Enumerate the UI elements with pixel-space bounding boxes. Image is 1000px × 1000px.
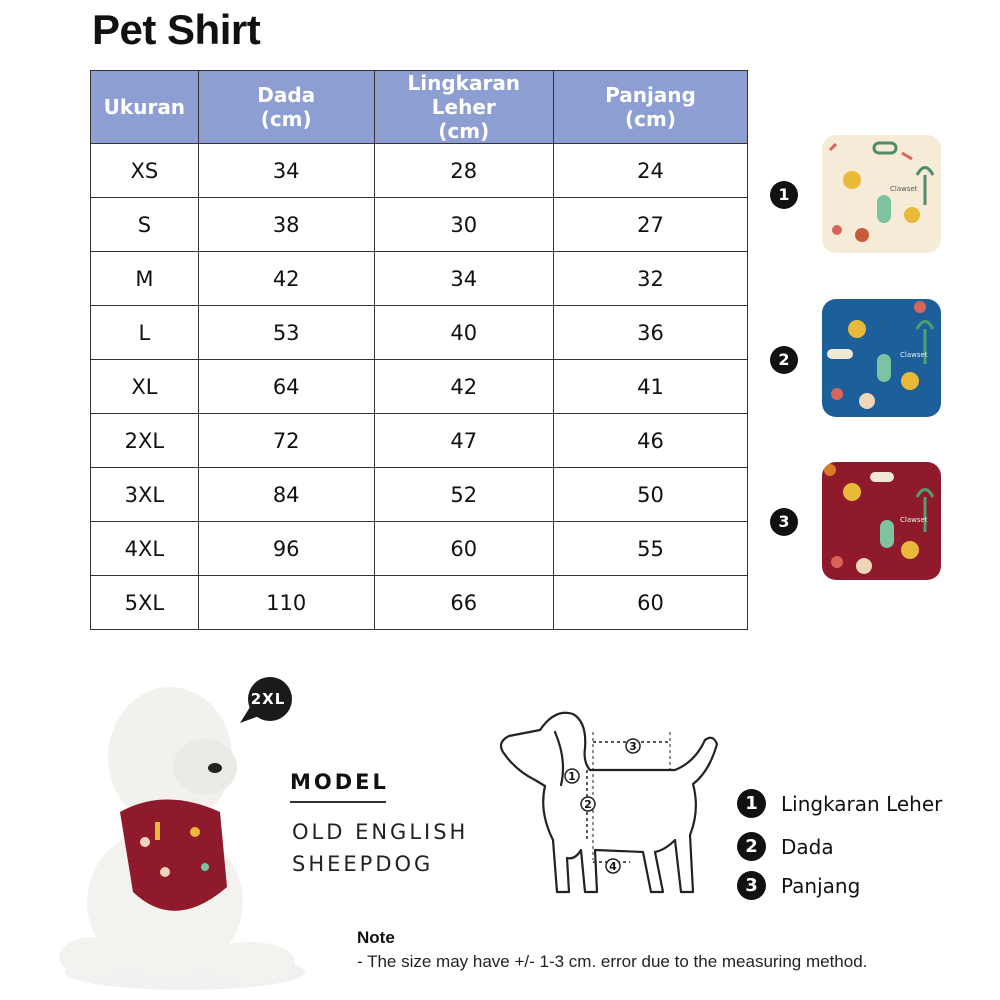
dog-measurement-diagram [495, 700, 725, 900]
swatch-pattern-2[interactable] [822, 299, 941, 417]
size-cell: L [91, 306, 199, 360]
table-row [91, 198, 748, 252]
swatch-number-2: 2 [770, 346, 798, 374]
svg-text:Clawset: Clawset [900, 516, 928, 524]
panjang-cell: 32 [553, 252, 747, 306]
panjang-cell: 24 [553, 144, 747, 198]
panjang-cell: 50 [553, 468, 747, 522]
panjang-cell: 60 [553, 576, 747, 630]
size-cell: M [91, 252, 199, 306]
size-cell: S [91, 198, 199, 252]
table-row [91, 252, 748, 306]
model-heading: MODEL [290, 770, 389, 794]
leher-cell: 28 [374, 144, 553, 198]
dada-cell: 110 [198, 576, 374, 630]
size-cell: 5XL [91, 576, 199, 630]
table-row [91, 522, 748, 576]
size-cell: 2XL [91, 414, 199, 468]
svg-text:Clawset: Clawset [890, 185, 918, 193]
table-row [91, 144, 748, 198]
leher-cell: 66 [374, 576, 553, 630]
panjang-cell: 41 [553, 360, 747, 414]
svg-text:4: 4 [609, 860, 617, 873]
dada-cell: 53 [198, 306, 374, 360]
swatch-pattern-3[interactable] [822, 462, 941, 580]
table-row [91, 306, 748, 360]
table-row [91, 414, 748, 468]
dada-cell: 64 [198, 360, 374, 414]
swatch-pattern-1[interactable] [822, 135, 941, 253]
pattern-2-icon [822, 299, 941, 417]
header-ukuran: Ukuran [91, 71, 199, 144]
pattern-3-icon [822, 462, 941, 580]
note-title: Note [357, 928, 395, 947]
swatch-number-3: 3 [770, 508, 798, 536]
panjang-cell: 36 [553, 306, 747, 360]
leher-cell: 52 [374, 468, 553, 522]
header-lingkaran-leher: Lingkaran Leher (cm) [374, 71, 553, 144]
header-dada: Dada (cm) [198, 71, 374, 144]
leher-cell: 30 [374, 198, 553, 252]
swatch-number-1: 1 [770, 181, 798, 209]
legend-item-dada: 2 Dada [737, 832, 834, 861]
size-chart-table [90, 70, 748, 630]
dada-cell: 42 [198, 252, 374, 306]
table-row [91, 576, 748, 630]
svg-text:3: 3 [629, 740, 637, 753]
size-cell: 4XL [91, 522, 199, 576]
panjang-cell: 46 [553, 414, 747, 468]
dada-cell: 84 [198, 468, 374, 522]
size-cell: XL [91, 360, 199, 414]
dada-cell: 72 [198, 414, 374, 468]
size-badge-label: 2XL [250, 690, 286, 708]
size-speech-bubble [240, 677, 296, 723]
svg-text:1: 1 [568, 770, 576, 783]
table-row [91, 360, 748, 414]
page-title: Pet Shirt [92, 6, 261, 53]
dada-cell: 38 [198, 198, 374, 252]
table-row [91, 468, 748, 522]
model-breed: OLD ENGLISH SHEEPDOG [292, 820, 469, 876]
pattern-1-icon [822, 135, 941, 253]
note-text: - The size may have +/- 1-3 cm. error due to the measuring method. [357, 952, 868, 971]
leher-cell: 40 [374, 306, 553, 360]
table-header-row [91, 71, 748, 144]
size-cell: XS [91, 144, 199, 198]
dada-cell: 34 [198, 144, 374, 198]
dada-cell: 96 [198, 522, 374, 576]
svg-text:2: 2 [584, 798, 592, 811]
size-cell: 3XL [91, 468, 199, 522]
panjang-cell: 55 [553, 522, 747, 576]
header-panjang: Panjang (cm) [553, 71, 747, 144]
panjang-cell: 27 [553, 198, 747, 252]
leher-cell: 47 [374, 414, 553, 468]
leher-cell: 60 [374, 522, 553, 576]
leher-cell: 42 [374, 360, 553, 414]
svg-text:Clawset: Clawset [900, 351, 928, 359]
legend-item-lingkaran-leher: 1 Lingkaran Leher [737, 789, 942, 818]
legend-item-panjang: 3 Panjang [737, 871, 860, 900]
leher-cell: 34 [374, 252, 553, 306]
model-divider [290, 801, 386, 803]
